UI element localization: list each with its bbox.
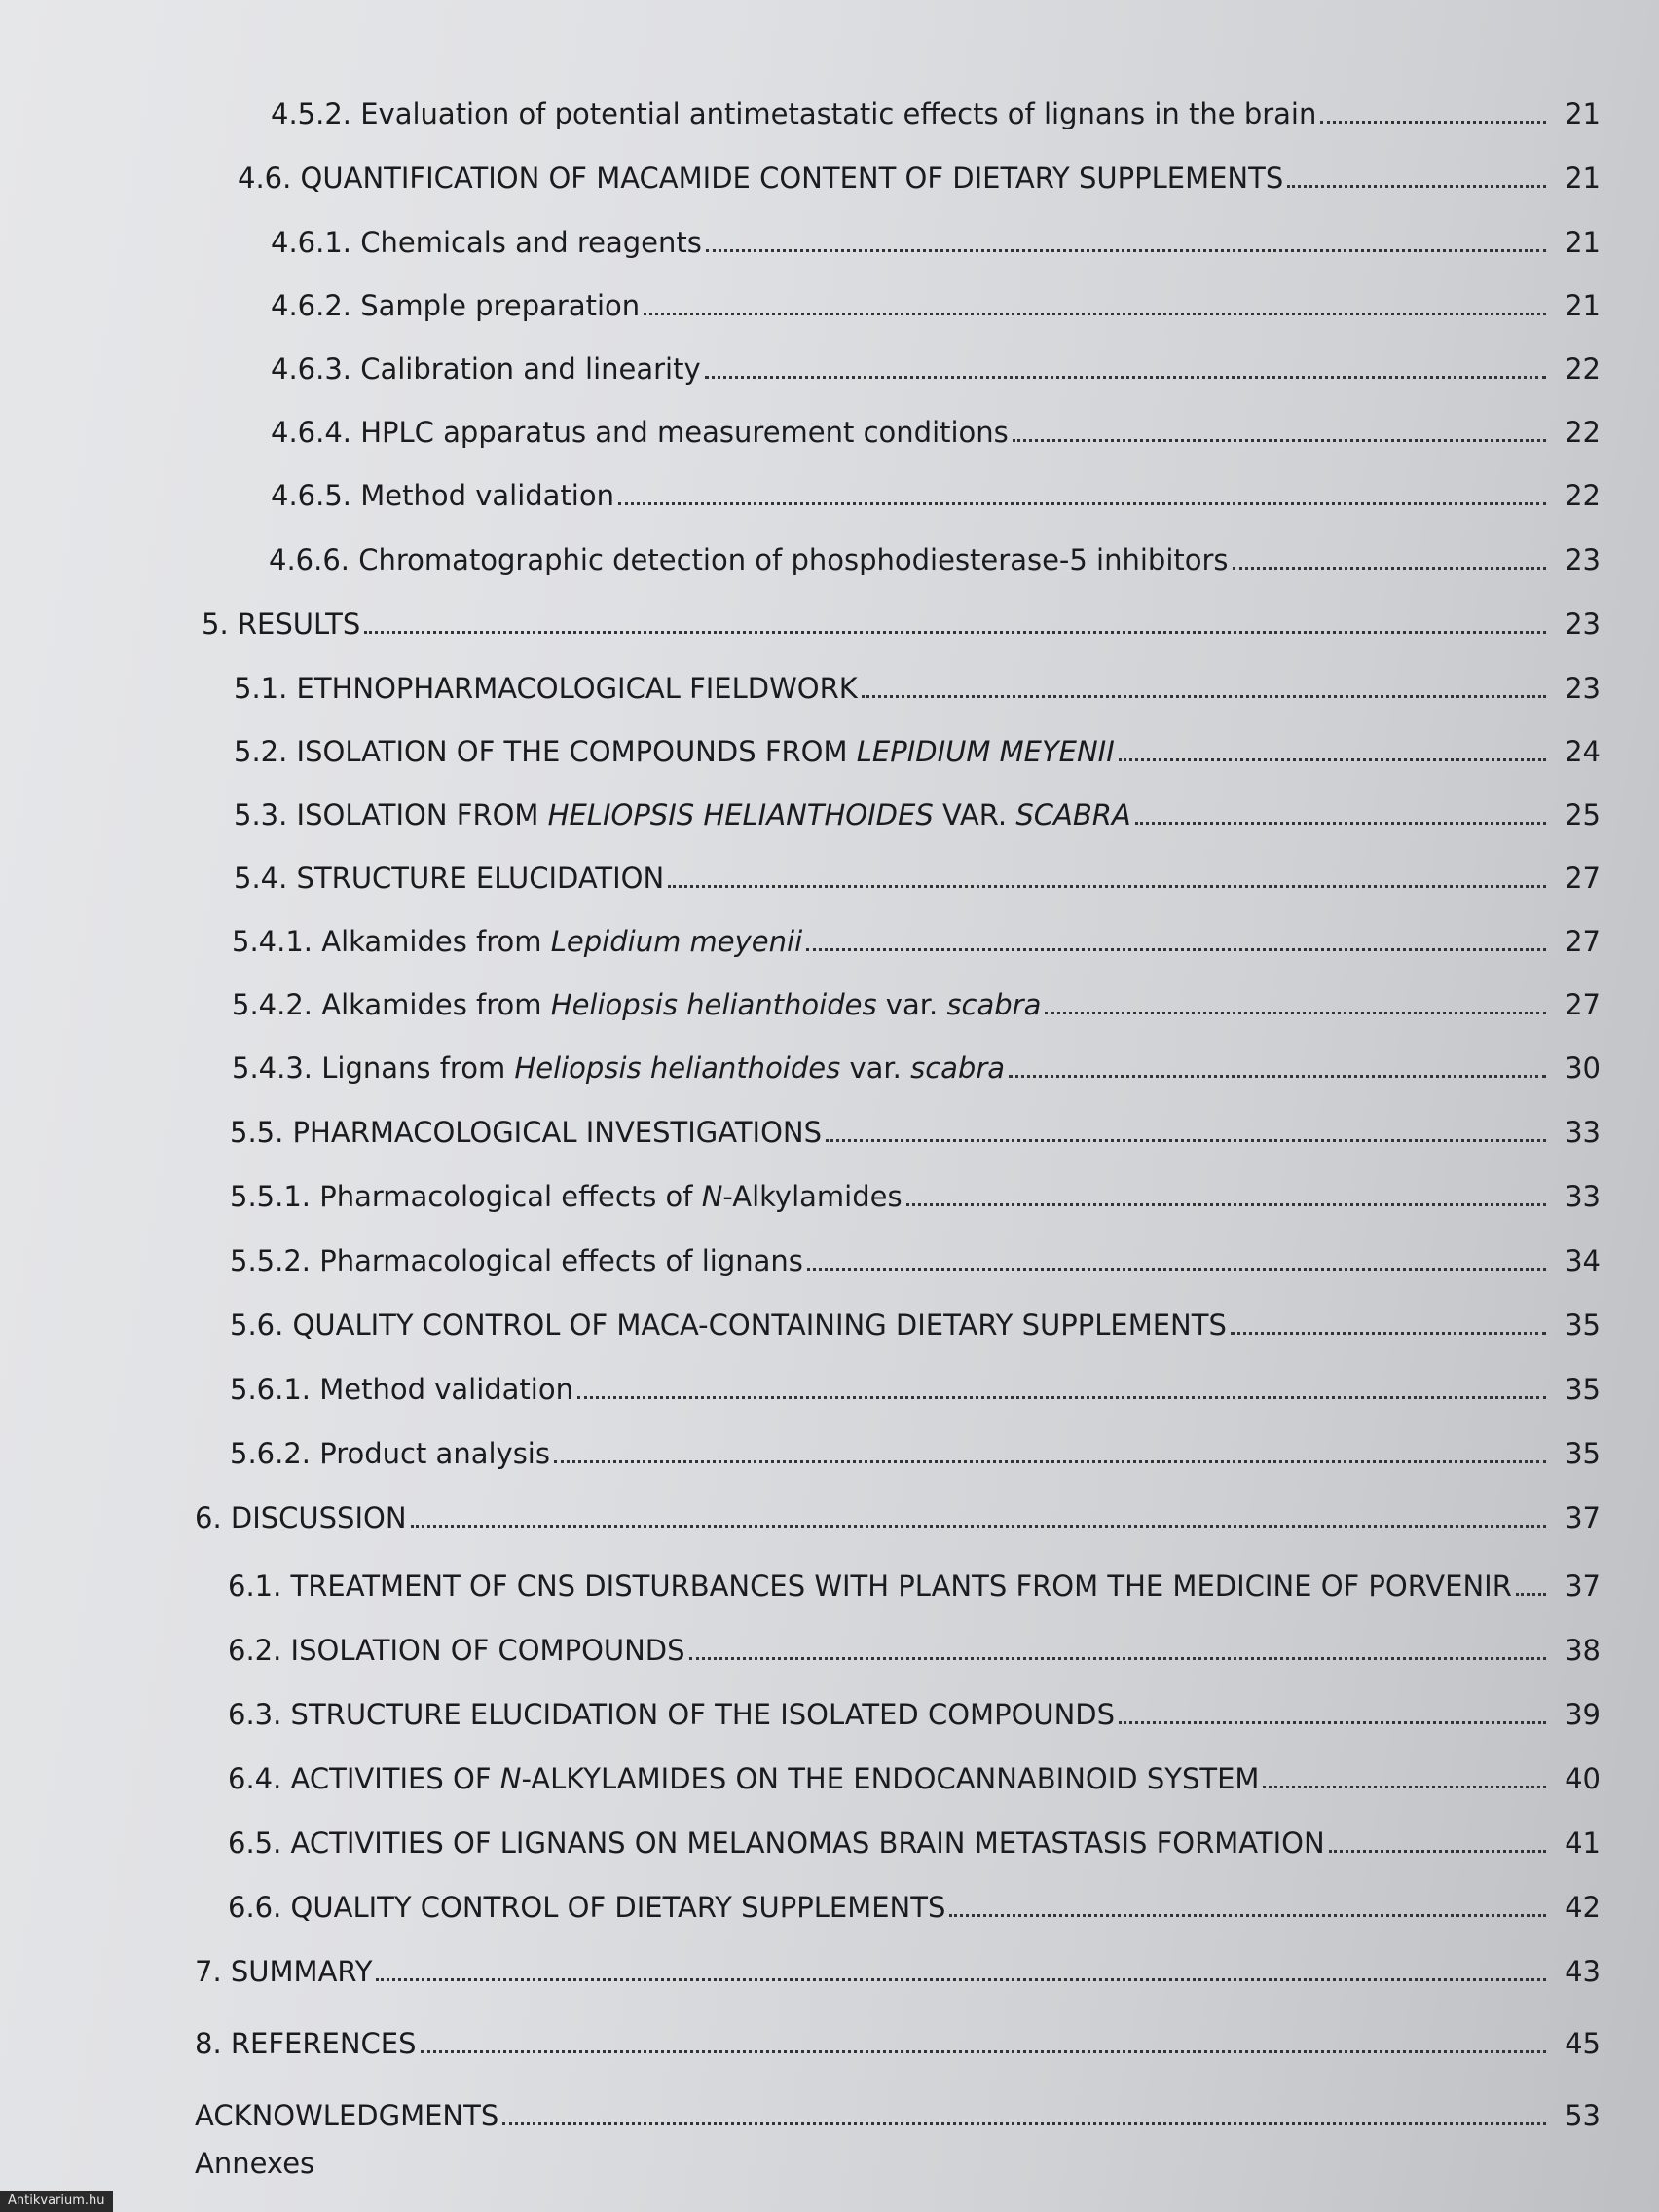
dot-leader (1233, 567, 1546, 570)
toc-page-number: 25 (1565, 798, 1601, 831)
dot-leader (577, 1396, 1546, 1399)
toc-entry-title: 8. REFERENCES (195, 2027, 417, 2060)
toc-page-number: 45 (1565, 2027, 1601, 2060)
toc-entry (271, 277, 1601, 320)
toc-entry-title: 4.6.5. Method validation (271, 479, 614, 512)
toc-page-number: 23 (1565, 543, 1601, 576)
dot-leader (1009, 1075, 1546, 1078)
toc-page-number: 34 (1565, 1244, 1601, 1277)
dot-leader (1287, 185, 1546, 188)
dot-leader (364, 631, 1546, 634)
toc-entry (234, 787, 1601, 830)
dot-leader (1263, 1786, 1546, 1788)
toc-entry-title: 5. RESULTS (202, 608, 361, 641)
toc-entry (228, 1879, 1601, 1922)
toc-page-number: 23 (1565, 672, 1601, 705)
toc-entry-title: 4.6. QUANTIFICATION OF MACAMIDE CONTENT OF DIETARY SUPPLEMENTS (238, 162, 1284, 195)
toc-page-number: 39 (1565, 1698, 1601, 1731)
toc-entry (195, 2087, 1601, 2130)
toc-entry (230, 1361, 1601, 1404)
toc-entry (202, 596, 1601, 639)
toc-page-number: 22 (1565, 479, 1601, 512)
toc-page-number: 41 (1565, 1826, 1601, 1860)
toc-entry-title: 5.4.1. Alkamides from Lepidium meyenii (232, 925, 803, 958)
toc-entry-title: 4.6.6. Chromatographic detection of phosphodiesterase-5 inhibitors (269, 543, 1229, 576)
toc-entry-title: 5.2. ISOLATION OF THE COMPOUNDS FROM LEPIDIUM MEYENII (234, 735, 1115, 768)
toc-entry-title: 5.6.1. Method validation (230, 1373, 573, 1406)
toc-entry-title: 5.5. PHARMACOLOGICAL INVESTIGATIONS (230, 1116, 823, 1149)
dot-leader (1119, 758, 1546, 761)
dot-leader (826, 1139, 1546, 1142)
toc-entry-title: 5.5.2. Pharmacological effects of lignans (230, 1244, 803, 1277)
toc-entry (271, 341, 1601, 384)
toc-entry (232, 977, 1601, 1019)
toc-page-number: 30 (1565, 1051, 1601, 1085)
toc-page-number: 27 (1565, 925, 1601, 958)
toc-entry (232, 1040, 1601, 1083)
toc-entry (195, 1943, 1601, 1986)
toc-entry-title: 5.5.1. Pharmacological effects of N-Alkylamides (230, 1180, 903, 1213)
toc-page-number: 27 (1565, 862, 1601, 895)
toc-page-number: 37 (1565, 1501, 1601, 1534)
dot-leader (1320, 121, 1546, 124)
toc-page-number: 27 (1565, 988, 1601, 1021)
dot-leader (705, 376, 1546, 379)
toc-page-number: 35 (1565, 1437, 1601, 1470)
toc-entry (230, 1233, 1601, 1275)
dot-leader (706, 249, 1546, 252)
dot-leader (689, 1657, 1546, 1660)
toc-entry (228, 1622, 1601, 1665)
toc-page-number: 35 (1565, 1373, 1601, 1406)
dot-leader (906, 1203, 1546, 1206)
dot-leader (807, 1268, 1546, 1271)
toc-entry (230, 1168, 1601, 1211)
toc-entry-title: 5.3. ISOLATION FROM HELIOPSIS HELIANTHOIDES VAR. SCABRA (234, 798, 1131, 831)
toc-entry (228, 1815, 1601, 1858)
toc-page-number: 21 (1565, 162, 1601, 195)
toc-entry-title: 5.6.2. Product analysis (230, 1437, 550, 1470)
toc-entry-title: 6.6. QUALITY CONTROL OF DIETARY SUPPLEMENTS (228, 1891, 946, 1924)
toc-page-number: 38 (1565, 1634, 1601, 1667)
toc-entry-title: 5.6. QUALITY CONTROL OF MACA-CONTAINING DIETARY SUPPLEMENTS (230, 1309, 1227, 1342)
dot-leader (411, 1525, 1546, 1528)
dot-leader (1045, 1012, 1546, 1014)
toc-entry (234, 660, 1601, 703)
toc-entry (269, 532, 1601, 574)
toc-page-number: 33 (1565, 1180, 1601, 1213)
toc-page-number: 43 (1565, 1955, 1601, 1988)
toc-entry (238, 150, 1601, 193)
dot-leader (618, 502, 1546, 505)
toc-entry-title: 6.4. ACTIVITIES OF N-ALKYLAMIDES ON THE ENDOCANNABINOID SYSTEM (228, 1762, 1260, 1795)
toc-entry-title: 5.4.3. Lignans from Heliopsis helianthoides var. scabra (232, 1051, 1006, 1085)
toc-entry-title: 6.5. ACTIVITIES OF LIGNANS ON MELANOMAS BRAIN METASTASIS FORMATION (228, 1826, 1325, 1860)
toc-entry-title: 7. SUMMARY (195, 1955, 373, 1988)
toc-entry-title: 5.4. STRUCTURE ELUCIDATION (234, 862, 665, 895)
toc-entry-title: 6.1. TREATMENT OF CNS DISTURBANCES WITH PLANTS FROM THE MEDICINE OF PORVENIR (228, 1569, 1512, 1603)
dot-leader (949, 1914, 1546, 1917)
dot-leader (1231, 1332, 1546, 1335)
toc-entry-title: 4.6.2. Sample preparation (271, 289, 641, 322)
dot-leader (644, 313, 1546, 315)
toc-entry-title: 6.3. STRUCTURE ELUCIDATION OF THE ISOLATED COMPOUNDS (228, 1698, 1116, 1731)
toc-page-number: 33 (1565, 1116, 1601, 1149)
toc-page-number: 24 (1565, 735, 1601, 768)
toc-entry-title: 4.6.4. HPLC apparatus and measurement conditions (271, 416, 1009, 449)
dot-leader (1329, 1850, 1546, 1853)
toc-page-number: 37 (1565, 1569, 1601, 1603)
dot-leader (668, 885, 1546, 888)
toc-entry-title: 6. DISCUSSION (195, 1501, 407, 1534)
toc-entry-title: 4.5.2. Evaluation of potential antimetastatic effects of lignans in the brain (271, 97, 1317, 130)
dot-leader (1516, 1593, 1546, 1596)
dot-leader (1135, 822, 1546, 825)
toc-entry (271, 404, 1601, 447)
toc-entry (228, 1686, 1601, 1729)
toc-page-number: 22 (1565, 416, 1601, 449)
toc-entry (228, 1751, 1601, 1793)
toc-entry-title: 5.1. ETHNOPHARMACOLOGICAL FIELDWORK (234, 672, 858, 705)
toc-entry-title: 6.2. ISOLATION OF COMPOUNDS (228, 1634, 685, 1667)
toc-entry (195, 2015, 1601, 2058)
toc-entry (195, 1490, 1601, 1532)
toc-page-number: 53 (1565, 2099, 1601, 2132)
toc-entry (230, 1425, 1601, 1468)
toc-page-number: 21 (1565, 97, 1601, 130)
toc-entry-title: ACKNOWLEDGMENTS (195, 2099, 499, 2132)
toc-entry-title: 5.4.2. Alkamides from Heliopsis helianthoides var. scabra (232, 988, 1042, 1021)
annexes-label: Annexes (195, 2147, 315, 2180)
dot-leader (421, 2050, 1546, 2053)
toc-entry (230, 1297, 1601, 1340)
dot-leader (1119, 1721, 1546, 1724)
toc-entry (271, 214, 1601, 257)
toc-page-number: 21 (1565, 289, 1601, 322)
toc-page-number: 22 (1565, 352, 1601, 386)
dot-leader (376, 1978, 1546, 1981)
toc-entry (232, 913, 1601, 956)
toc-entry-title: 4.6.1. Chemicals and reagents (271, 226, 702, 259)
dot-leader (862, 695, 1546, 698)
toc-page-number: 40 (1565, 1762, 1601, 1795)
toc-entry (271, 467, 1601, 510)
toc-entry (234, 723, 1601, 766)
dot-leader (554, 1460, 1546, 1463)
toc-page-number: 42 (1565, 1891, 1601, 1924)
toc-entry (271, 86, 1601, 129)
toc-entry (228, 1558, 1601, 1601)
dot-leader (806, 948, 1546, 951)
toc-entry-title: 4.6.3. Calibration and linearity (271, 352, 701, 386)
toc-entry (234, 850, 1601, 893)
dot-leader (502, 2122, 1546, 2125)
toc-page-number: 35 (1565, 1309, 1601, 1342)
dot-leader (1013, 439, 1546, 442)
toc-entry (230, 1104, 1601, 1147)
toc-page-number: 21 (1565, 226, 1601, 259)
watermark: Antikvarium.hu (0, 2191, 113, 2212)
toc-page-number: 23 (1565, 608, 1601, 641)
